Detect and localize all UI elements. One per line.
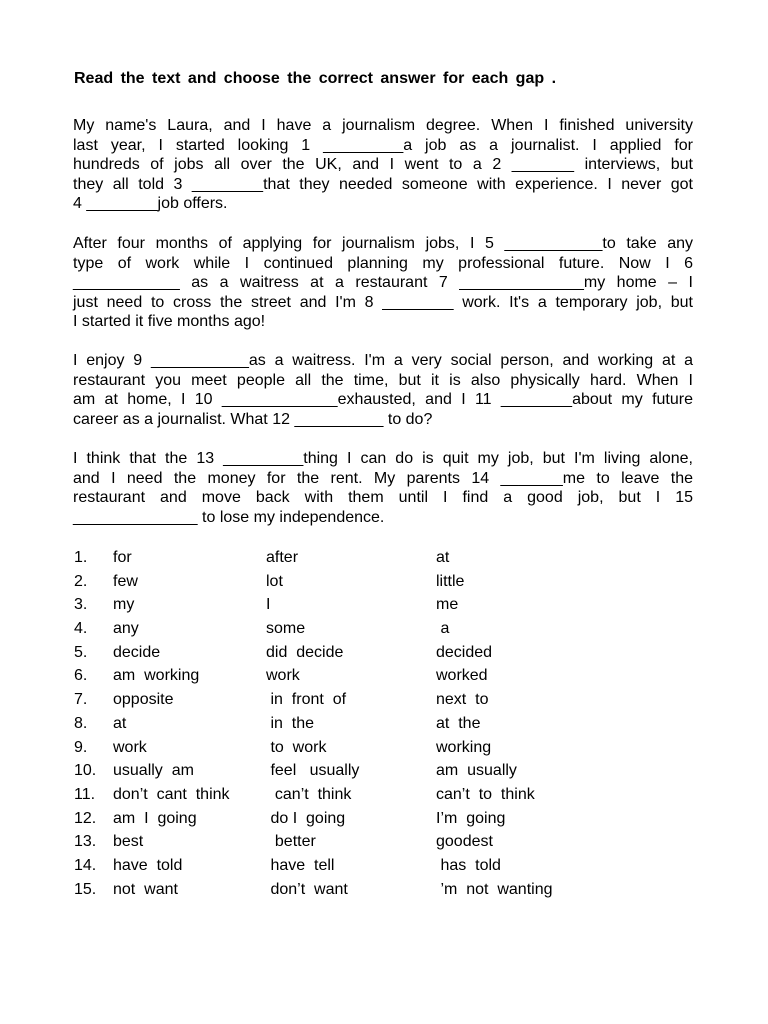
text-line: they all told 3 ________that they needed someone with experience. I never got: [73, 175, 693, 193]
answer-options-list: [74, 546, 694, 901]
option-row-4: [74, 617, 694, 641]
text-line: restaurant and move back with them until I find a good job, but I 15: [73, 489, 693, 507]
option-c: at: [436, 549, 450, 566]
option-row-6: [74, 664, 694, 688]
option-a: usually am: [113, 762, 194, 780]
option-row-13: [74, 830, 694, 854]
option-b: don’t want: [266, 880, 348, 898]
option-a: am working: [113, 667, 200, 685]
option-b: lot: [266, 572, 283, 590]
option-a: for: [113, 549, 132, 566]
option-b: did decide: [266, 643, 344, 661]
text-line: just need to cross the street and I'm 8 ________ work. It's a temporary job, but: [73, 293, 693, 311]
option-c: decided: [436, 643, 493, 661]
item-number: 5.: [74, 643, 88, 661]
option-a: my: [113, 596, 135, 614]
option-row-15: [74, 878, 694, 902]
text-line: 4 ________job offers.: [73, 195, 228, 213]
option-b: have tell: [266, 856, 335, 874]
item-number: 3.: [74, 596, 88, 614]
text-line: last year, I started looking 1 _________a job as a journalist. I applied for: [73, 136, 693, 154]
option-row-14: [74, 854, 694, 878]
text-line: My name's Laura, and I have a journalism degree. When I finished university: [73, 117, 693, 134]
text-line: career as a journalist. What 12 __________ to do?: [73, 410, 433, 428]
text-line: am at home, I 10 _____________exhausted, and I 11 ________about my future: [73, 391, 693, 409]
option-a: few: [113, 572, 138, 590]
item-number: 2.: [74, 572, 88, 590]
option-a: any: [113, 620, 139, 638]
option-row-11: [74, 783, 694, 807]
option-b: work: [266, 667, 300, 685]
item-number: 10.: [74, 762, 97, 780]
option-a: not want: [113, 880, 178, 898]
text-line: I think that the 13 _________thing I can do is quit my job, but I'm living alone,: [73, 450, 693, 467]
option-c: little: [436, 572, 465, 590]
option-b: to work: [266, 738, 327, 756]
option-c: can’t to think: [436, 785, 535, 803]
item-number: 12.: [74, 809, 97, 827]
option-row-7: [74, 688, 694, 712]
option-row-8: [74, 712, 694, 736]
item-number: 6.: [74, 667, 88, 685]
paragraph-2: [73, 234, 693, 332]
option-b: after: [266, 549, 299, 566]
option-c: worked: [436, 667, 488, 685]
text-line: type of work while I continued planning my professional future. Now I 6: [73, 254, 693, 272]
text-line: I started it five months ago!: [73, 313, 266, 331]
item-number: 14.: [74, 856, 97, 874]
option-b: I: [266, 596, 271, 614]
item-number: 13.: [74, 833, 97, 851]
option-a: am I going: [113, 809, 197, 827]
option-a: decide: [113, 643, 161, 661]
item-number: 1.: [74, 549, 88, 566]
option-row-1: [74, 546, 694, 570]
paragraph-3: [73, 351, 693, 429]
option-c: has told: [436, 856, 501, 874]
option-b: in front of: [266, 691, 347, 709]
option-b: better: [266, 833, 316, 851]
text-line: After four months of applying for journalism jobs, I 5 ___________to take any: [73, 235, 693, 252]
text-line: I enjoy 9 ___________as a waitress. I'm a very social person, and working at a: [73, 352, 693, 369]
option-c: goodest: [436, 833, 493, 851]
text-line: restaurant you meet people all the time, but it is also physically hard. When I: [73, 371, 693, 389]
option-row-3: [74, 593, 694, 617]
option-row-5: [74, 641, 694, 665]
item-number: 15.: [74, 880, 97, 898]
paragraph-4: [73, 449, 693, 527]
item-number: 11.: [74, 785, 96, 803]
item-number: 8.: [74, 714, 88, 732]
option-b: can’t think: [266, 785, 352, 803]
option-b: some: [266, 620, 306, 638]
option-c: me: [436, 596, 459, 614]
text-line: ____________ as a waitress at a restaurant 7 ______________my home – I: [73, 274, 693, 292]
option-a: best: [113, 833, 144, 851]
page-title: Read the text and choose the correct answer for each gap .: [74, 70, 557, 87]
option-b: do I going: [266, 809, 346, 827]
option-a: don’t cant think: [113, 785, 230, 803]
option-c: ’m not wanting: [436, 880, 553, 898]
option-c: working: [436, 738, 492, 756]
text-line: hundreds of jobs all over the UK, and I went to a 2 _______ interviews, but: [73, 156, 693, 174]
option-c: a: [436, 620, 450, 638]
text-line: and I need the money for the rent. My parents 14 _______me to leave the: [73, 469, 693, 487]
option-a: work: [113, 738, 147, 756]
item-number: 9.: [74, 738, 88, 756]
option-a: have told: [113, 856, 183, 874]
option-b: in the: [266, 714, 315, 732]
option-a: at: [113, 714, 127, 732]
item-number: 4.: [74, 620, 88, 638]
option-row-12: [74, 807, 694, 831]
option-row-2: [74, 570, 694, 594]
option-row-10: [74, 759, 694, 783]
option-c: at the: [436, 714, 481, 732]
option-c: I’m going: [436, 809, 506, 827]
option-b: feel usually: [266, 762, 360, 780]
text-line: ______________ to lose my independence.: [73, 508, 385, 526]
option-a: opposite: [113, 691, 174, 709]
paragraph-1: [73, 116, 693, 214]
option-c: next to: [436, 691, 489, 709]
option-row-9: [74, 736, 694, 760]
item-number: 7.: [74, 691, 88, 709]
option-c: am usually: [436, 762, 517, 780]
